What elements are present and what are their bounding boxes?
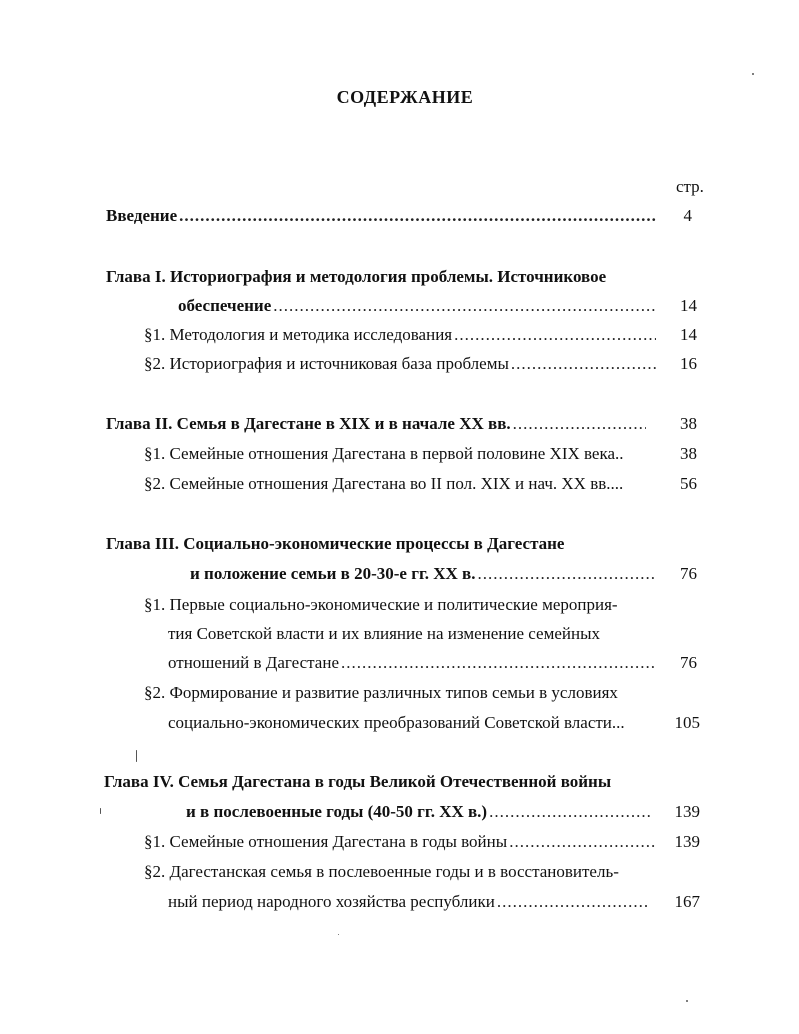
toc-chapter-1-line1: Глава I. Историография и методология проблемы. Источниковое	[106, 267, 607, 286]
toc-section-4-2-line1: §2. Дагестанская семья в послевоенные годы и в восстановитель-	[144, 862, 619, 881]
toc-chapter-4-line2	[186, 800, 652, 824]
toc-chapter-4-title-cont: и в послевоенные годы (40-50 гг. XX в.)	[186, 802, 488, 821]
pages-column-header: стр.	[676, 177, 704, 196]
toc-section-3-1-line3	[168, 651, 658, 675]
leader-dots	[489, 800, 650, 824]
toc-chapter-4-page: 139	[674, 802, 700, 821]
leader-dots	[179, 204, 656, 228]
leader-dots	[273, 294, 656, 318]
toc-chapter-1-line2	[178, 294, 658, 318]
toc-entry-intro-page: 4	[683, 206, 692, 225]
toc-chapter-3-line1: Глава III. Социально-экономические процессы в Дагестане	[106, 534, 565, 553]
toc-chapter-2-page: 38	[680, 414, 697, 433]
toc-section-4-1	[144, 830, 658, 854]
toc-section-3-2-line1: §2. Формирование и развитие различных типов семьи в условиях	[144, 683, 618, 702]
toc-section-2-2-page: 56	[680, 474, 697, 493]
leader-dots	[477, 562, 656, 586]
toc-section-4-2-line2	[168, 890, 652, 914]
scan-speck	[686, 1000, 688, 1002]
toc-chapter-2-title: Глава II. Семья в Дагестане в XIX и в начале XX вв.	[106, 414, 511, 433]
leader-dots	[341, 651, 656, 675]
page-title: СОДЕРЖАНИЕ	[336, 87, 474, 107]
toc-section-2-1: §1. Семейные отношения Дагестана в первой половине XIX века..	[144, 444, 624, 463]
scan-speck	[338, 934, 339, 935]
toc-section-3-1-title-cont: отношений в Дагестане	[168, 653, 339, 672]
toc-chapter-4-line1: Глава IV. Семья Дагестана в годы Великой Отечественной войны	[104, 772, 612, 791]
toc-section-1-2-page: 16	[680, 354, 697, 373]
toc-section-1-2-title: §2. Историография и источниковая база проблемы	[144, 354, 509, 373]
toc-section-3-1-line2: тия Советской власти и их влияние на изменение семейных	[168, 624, 600, 643]
scan-speck	[136, 750, 137, 762]
toc-chapter-3-page: 76	[680, 564, 697, 583]
toc-chapter-3-line2	[190, 562, 658, 586]
scan-speck	[752, 73, 754, 75]
toc-section-4-2-page: 167	[674, 892, 700, 911]
toc-entry-intro-title: Введение	[106, 206, 178, 225]
toc-section-3-1-page: 76	[680, 653, 697, 672]
toc-chapter-2	[106, 412, 648, 436]
toc-chapter-3-title-cont: и положение семьи в 20-30-е гг. XX в.	[190, 564, 476, 583]
scan-speck	[100, 808, 101, 814]
toc-section-1-1-title: §1. Методология и методика исследования	[144, 325, 453, 344]
toc-section-3-2-line2: социально-экономических преобразований Советской власти...	[168, 713, 625, 732]
toc-entry-intro	[106, 204, 658, 228]
toc-section-1-1	[144, 323, 658, 347]
toc-section-1-2	[144, 352, 658, 376]
leader-dots	[513, 412, 646, 436]
leader-dots	[497, 890, 650, 914]
toc-section-4-2-title-cont: ный период народного хозяйства республики	[168, 892, 495, 911]
toc-section-3-2-page: 105	[674, 713, 700, 732]
leader-dots	[454, 323, 656, 347]
toc-section-2-1-page: 38	[680, 444, 697, 463]
toc-chapter-1-title-cont: обеспечение	[178, 296, 272, 315]
toc-section-2-2: §2. Семейные отношения Дагестана во II пол. XIX и нач. XX вв....	[144, 474, 624, 493]
toc-section-1-1-page: 14	[680, 325, 697, 344]
toc-section-4-1-page: 139	[674, 832, 700, 851]
leader-dots	[509, 830, 656, 854]
toc-section-4-1-title: §1. Семейные отношения Дагестана в годы войны	[144, 832, 508, 851]
toc-chapter-1-page: 14	[680, 296, 697, 315]
leader-dots	[511, 352, 656, 376]
toc-section-3-1-line1: §1. Первые социально-экономические и политические мероприя-	[144, 595, 618, 614]
